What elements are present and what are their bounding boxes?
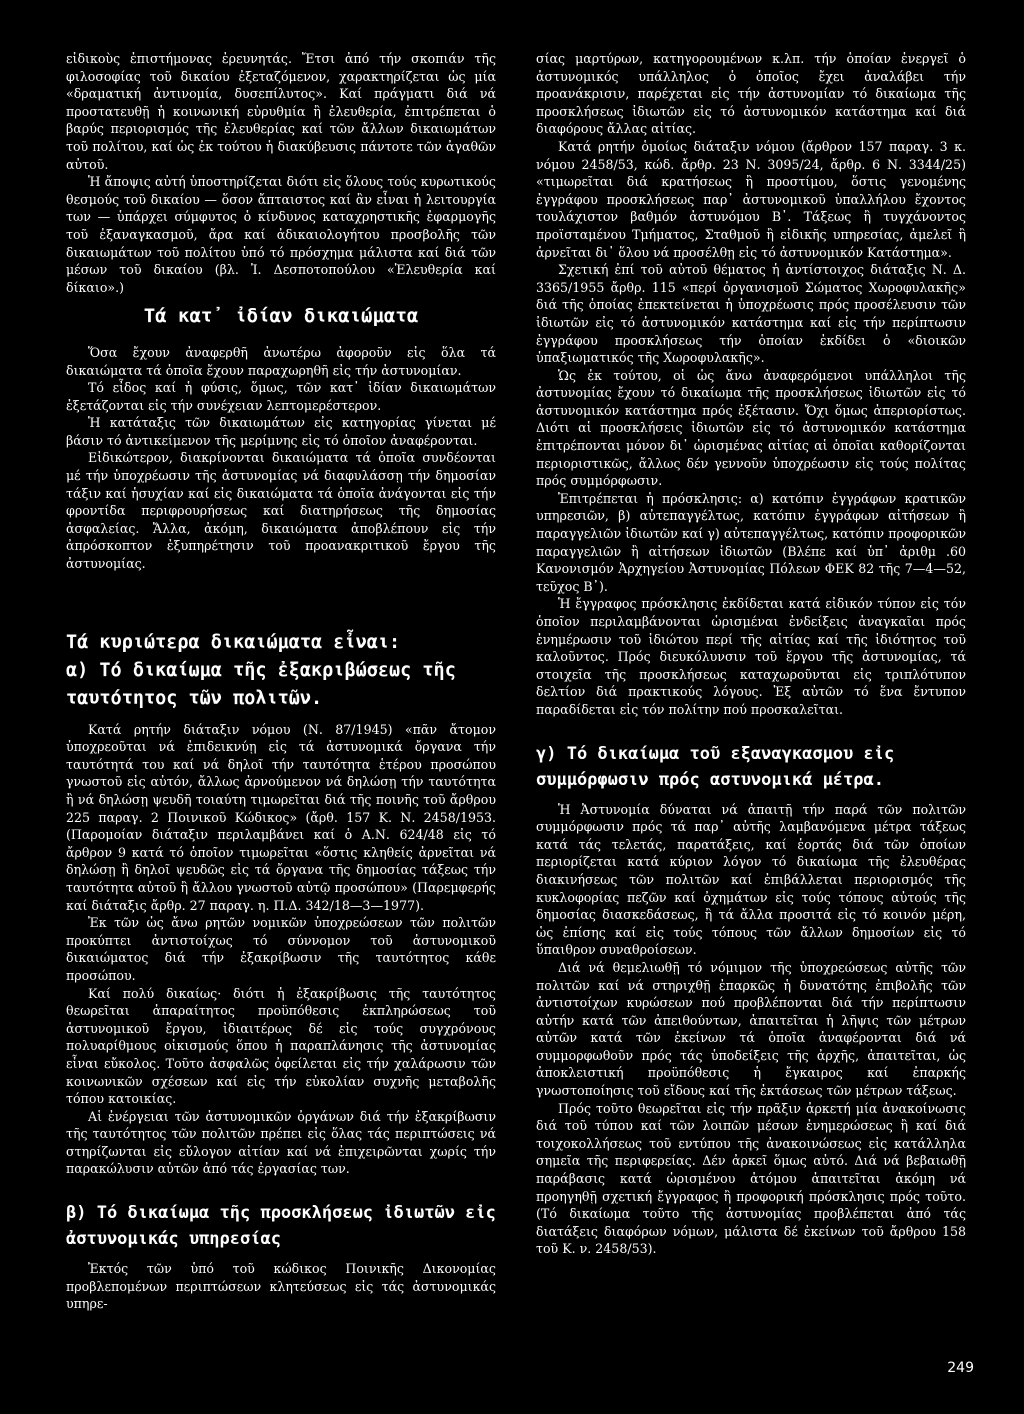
paragraph: Κατά ρητήν ὁμοίως διάταξιν νόμου (ἄρθρον 157 παραγ. 3 κ. νόμου 2458/53, κώδ. ἄρθρ. 23 Ν. 3095/24, ἄρθρ. 6 Ν. 3344/25) «τιμωρεῖται διά κρατήσεως ἢ προστίμου, ὅστις γενομένης ἐγγράφου προσκλήσεως παρ᾽ ἀστυνομικοῦ ὑπαλλήλου ἔχοντος τουλάχιστον βαθμόν ἀστυνόμου Β᾽. Τάξεως ἢ τυγχάνοντος προϊσταμένου Τμήματος, Σταθμοῦ ἢ εἰδικῆς υπηρεσίας, ἀμελεῖ ἢ ἀρνεῖται δι᾽ ὅλου νά προσέλθῃ εἰς τό ἀστυνομικόν Κατάστημα». (536, 138, 966, 260)
section-heading-summons: β) Τό δικαίωμα τῆς προσκλήσεως ἰδιωτῶν εἰς ἀστυνομικάς υπηρεσίας (66, 1203, 496, 1250)
spacer (66, 573, 496, 629)
paragraph: Σχετική ἐπί τοῦ αὐτοῦ θέματος ἡ ἀντίστοιχος διάταξις Ν. Δ. 3365/1955 ἄρθρ. 115 «περί ὀργανισμοῦ Σώματος Χωροφυλακῆς» διά τῆς ὁποίας ἐπεκτείνεται ἡ ὑποχρέωσις πρός προσέλευσιν τῶν ἰδιωτῶν εἰς τό ἀστυνομικόν κατάστημα καί εἰς τήν περίπτωσιν ἐγγράφου προσκλήσεως τήν ὁποίαν ἐκδίδει ὁ «διοικῶν ὑπαξιωματικός τῆς Χωροφυλακῆς». (536, 262, 966, 366)
section-heading-main-rights: Τά κυριώτερα δικαιώματα εἶναι: (66, 631, 401, 653)
paragraph: Ἡ ἔγγραφος πρόσκλησις ἐκδίδεται κατά εἰδικόν τύπον εἰς τόν ὁποῖον περιλαμβάνονται ὡρισμέναι ἐνδείξεις ἀναγκαῖαι πρός ἐνημέρωσιν τοῦ ἰδιώτου περί τῆς αἰτίας καί τῆς ἰδιότητος τοῦ καλοῦντος. Πρός διευκόλυνσιν τοῦ ἔργου τῆς ἀστυνομίας, τά στοιχεῖα τῆς προσκλήσεως καταχωροῦνται εἰς τριπλότυπον δελτίον διά πρακτικούς λόγους. Ἐξ αὐτῶν τό ἕνα ἔντυπον παραδίδεται εἰς τόν πολίτην πού προσκαλεῖται. (536, 596, 966, 717)
paragraph: Ἐκ τῶν ὡς ἄνω ρητῶν νομικῶν ὑποχρεώσεων τῶν πολιτῶν προκύπτει ἀντιστοίχως τό σύννομον τοῦ ἀστυνομικοῦ δικαιώματος διά τήν ἐξακρίβωσιν τῆς ταυτότητος κάθε προσώπου. (66, 915, 496, 983)
paragraph: Ἡ ἄποψις αὐτή ὑποστηρίζεται διότι εἰς ὅλους τούς κυρωτικούς θεσμούς τοῦ δικαίου — ὅσον ἄπταιστος καί ἂν εἶναι ἡ λειτουργία των — ὑπάρχει σύμφυτος ὁ κίνδυνος καταχρηστικῆς ἐφαρμογῆς τοῦ ἐξαναγκασμοῦ, ἄρα καί ἀδικαιολογήτου προσβολῆς τῶν δικαιωμάτων τοῦ πολίτου ὑπό τό πρόσχημα μάλιστα καί διά τῶν μέσων τοῦ δικαίου (βλ. Ἰ. Δεσποτοπούλου «Ἐλευθερία καί δίκαιο».) (66, 174, 496, 295)
paragraph: Πρός τοῦτο θεωρεῖται εἰς τήν πρᾶξιν ἀρκετή μία ἀνακοίνωσις διά τοῦ τύπου καί τῶν λοιπῶν μέσων ἐνημερώσεως ἢ καί διά τοιχοκολλήσεως τοῦ εντύπου τῆς ἀνακοινώσεως εἰς κατάλληλα σημεῖα τῆς περιφερείας. Δέν ἀρκεῖ ὅμως αὐτό. Διά νά βεβαιωθῇ παράβασις κατά ὡρισμένου ἀτόμου ἀπαιτεῖται ἀκόμη νά προηγηθῇ σχετική ἔγγραφος ἢ προφορική πρόσκλησις πρός τοῦτο. (Τό δικαίωμα τοῦτο τῆς ἀστυνομίας προβλέπεται ἀπό τάς διατάξεις διαφόρων νόμων, μάλιστα δέ ἐκείνων τοῦ ἄρθρου 158 τοῦ Κ. ν. 2458/53). (536, 1100, 966, 1257)
paragraph: Ὅσα ἔχουν ἀναφερθῆ ἀνωτέρω ἀφοροῦν εἰς ὅλα τά δικαιώματα τά ὁποῖα ἔχουν παραχωρηθῆ εἰς τήν ἀστυνομίαν. (66, 344, 496, 378)
paragraph: Ἡ Ἀστυνομία δύναται νά ἀπαιτῇ τήν παρά τῶν πολιτῶν συμμόρφωσιν πρός τά παρ᾽ αὐτῆς λαμβανόμενα μέτρα τάξεως κατά τάς τελετάς, παρατάξεις, καί ἑορτάς διά τῶν ὁποίων περιορίζεται κατά κύριον λόγον τό δικαίωμα τῆς ἐλευθέρας διακινήσεως τῶν πολιτῶν καί ἐπιβάλλεται περιορισμός τῆς κυκλοφορίας πεζῶν καί ὀχημάτων εἰς τούς τόπους αὐτούς τῆς δημοσίας διασκεδάσεως, ἢ τά ἄλλα προσιτά εἰς τό κοινόν μέρη, ὡς ἐπίσης καί εἰς τούς τόπους τῶν ἄλλων δημοσίων εἰς τό ὕπαιθρον συναθροίσεων. (536, 801, 966, 958)
paragraph: Εἰδικώτερον, διακρίνονται δικαιώματα τά ὁποῖα συνδέονται μέ τήν ὑποχρέωσιν τῆς ἀστυνομίας νά διαφυλάσσῃ τήν δημοσίαν τάξιν καί ἡσυχίαν καί εἰς δικαιώματα τά ὁποῖα ἀνάγονται εἰς τήν φροντίδα περιφρουρήσεως καί διατηρήσεως τῆς δημοσίας ἀσφαλείας. Ἄλλα, ἀκόμη, δικαιώματα ἀποβλέπουν εἰς τήν ἀπρόσκοπτον ἐξυπηρέτησιν τοῦ προανακριτικοῦ ἔργου τῆς ἀστυνομίας. (66, 450, 496, 572)
paragraph: Ὡς ἐκ τούτου, οἱ ὡς ἄνω ἀναφερόμενοι υπάλληλοι τῆς ἀστυνομίας ἔχουν τό δικαίωμα τῆς προσκλήσεως ἰδιωτῶν εἰς τό ἀστυνομικόν κατάστημα πρός ἐξέτασιν. Ὄχι ὅμως ἀπεριορίστως. Διότι αἱ προσκλήσεις ἰδιωτῶν εἰς τό ἀστυνομικόν κατάστημα ἐπιτρέπονται μόνον δι᾽ ὡρισμένας αἰτίας αἱ ὁποῖαι καθορίζονται περιοριστικῶς, ἄλλως δέν γεννοῦν ὑποχρέωσιν εἰς τούς πολίτας πρός συμμόρφωσιν. (536, 367, 966, 489)
paragraph: Καί πολύ δικαίως· διότι ἡ ἐξακρίβωσις τῆς ταυτότητος θεωρεῖται ἀπαραίτητος προϋπόθεσις ἐκπληρώσεως τοῦ ἀστυνομικοῦ ἔργου, ἰδιαιτέρως δέ εἰς τούς συγχρόνους πολυαρίθμους οἰκισμούς ὅπου ἡ παραπλάνησις τῆς ἀστυνομίας εἶναι εὔκολος. Τοῦτο ἀσφαλῶς ὀφείλεται εἰς τήν χαλάρωσιν τῶν κοινωνικῶν σχέσεων καί εἰς τήν εὐκολίαν συχνῆς μεταβολῆς τόπου κατοικίας. (66, 985, 496, 1107)
paragraph: Αἱ ἐνέργειαι τῶν ἀστυνομικῶν ὀργάνων διά τήν ἐξακρίβωσιν τῆς ταυτότητος τῶν πολιτῶν πρέπει εἰς ὅλας τάς περιπτώσεις νά στηρίζωνται εἰς εὔλογον αἰτίαν καί νά ἐπιχειρῶνται χωρίς τήν παρακώλυσιν αὐτῶν ἀπό τάς ἐργασίας των. (66, 1108, 496, 1177)
section-heading-compliance: γ) Τό δικαίωμα τοῦ εξαναγκασμου εἰς συμμόρφωσιν πρός αστυνομικά μέτρα. (536, 743, 895, 790)
paragraph: Διά νά θεμελιωθῇ τό νόμιμον τῆς ὑποχρεώσεως αὐτῆς τῶν πολιτῶν καί νά στηριχθῇ ἐπαρκῶς ἡ δυνατότης ἐπιβολῆς τῶν ἀντιστοίχων κυρώσεων πού προβλέπονται διά τήν περίπτωσιν αὐτήν κατά τῶν ἀπειθούντων, ἀπαιτεῖται ἡ λῆψις τῶν μέτρων αὐτῶν κατά τῶν ἐκείνων τά ὁποῖα ἀναφέρονται διά νά συμμορφωθοῦν πρός τάς ὑποδείξεις τῆς ἀρχῆς, ἀπαιτεῖται, ὡς ἀποκλειστική προϋπόθεσις ἡ ἔγκαιρος καί ἐπαρκής γνωστοποίησις τοῦ εἴδους καί τῆς ἐκτάσεως τῶν μέτρων τάξεως. (536, 959, 966, 1099)
section-heading-identity: α) Τό δικαίωμα τῆς ἐξακριβώσεως τῆς ταυτότητος τῶν πολιτῶν. (66, 659, 456, 709)
paragraph: Ἡ κατάταξις τῶν δικαιωμάτων εἰς κατηγορίας γίνεται μέ βάσιν τό ἀντικείμενον τῆς μερίμνης εἰς τό ὁποῖον ἀναφέρονται. (66, 415, 496, 448)
section-heading-private-rights: Τά κατ᾽ ἰδίαν δικαιώματα (143, 305, 419, 328)
paragraph: Ἐπιτρέπεται ἡ πρόσκλησις: α) κατόπιν ἐγγράφων κρατικῶν υπηρεσιῶν, β) αὐτεπαγγέλτως, κατόπιν ἐγγράφων αἰτήσεων ἢ παραγγελιῶν ἰδιωτῶν καί γ) αὐτεπαγγέλτως, κατόπιν προφορικῶν παραγγελιῶν ἢ αἰτήσεων ἰδιωτῶν (Βλέπε καί ὑπ᾽ ἀριθμ .60 Κανονισμόν Ἀρχηγείου Ἀστυνομίας Πόλεων ΦΕΚ 82 τῆς 7—4—52, τεῦχος Β᾽). (536, 490, 966, 594)
right-column (536, 50, 966, 1258)
left-column (66, 50, 496, 1313)
paragraph: εἰδικοὺς ἐπιστήμονας ἐρευνητάς. Ἔτσι ἀπό τήν σκοπιάν τῆς φιλοσοφίας τοῦ δικαίου ἐξεταζόμενον, χαρακτηρίζεται ὡς μία «δραματική ἀντινομία, δυσεπίλυτος». Καί πράγματι διά νά προστατευθῇ ἡ κοινωνική εὐρυθμία ἢ ἐλευθερία, ἐπιτρέπεται ὁ βαρύς περιορισμός τῆς ἐλευθερίας καί τῶν ἄλλων δικαιωμάτων τοῦ πολίτου, καί ὡς ἐκ τούτου ἡ διακύβευσις πάντοτε τῶν ἀγαθῶν αὐτοῦ. (66, 51, 496, 172)
paragraph: σίας μαρτύρων, κατηγορουμένων κ.λπ. τήν ὁποίαν ἐνεργεῖ ὁ ἀστυνομικός υπάλληλος ὁ ὁποῖος ἔχει ἀναλάβει τήν προανάκρισιν, παρέχεται εἰς τήν ἀστυνομίαν τό δικαίωμα τῆς προσκλήσεως ἰδιωτῶν εἰς τό ἀστυνομικόν κατάστημα καί διά διαφόρους ἄλλας αἰτίας. (536, 51, 966, 137)
page-number: 249 (947, 1360, 974, 1376)
paragraph: Ἐκτός τῶν ὑπό τοῦ κώδικος Ποινικῆς Δικονομίας προβλεπομένων περιπτώσεων κλητεύσεως εἰς τάς ἀστυνομικάς υπηρε- (66, 1261, 496, 1312)
paragraph: Κατά ρητήν διάταξιν νόμου (Ν. 87/1945) «πᾶν ἄτομον ὑποχρεοῦται νά ἐπιδεικνύῃ εἰς τά ἀστυνομικά ὄργανα τήν ταυτότητά του καί νά δηλοῖ τήν ταυτότητα ἑτέρου προσώπου γνωστοῦ εἰς αὐτόν, ἄλλως ἀρνούμενον νά δηλώσῃ τήν ταυτότητα ἢ νά δηλώσῃ ψευδῆ τοιαύτη τιμωρεῖται διά τῆς ποινῆς τοῦ ἄρθρου 225 παραγ. 2 Ποινικοῦ Κώδικος» (ἄρθ. 157 Κ. Ν. 2458/1953. (Παρομοίαν διάταξιν περιλαμβάνει καί ὁ Α.Ν. 624/48 εἰς τό ἄρθρον 9 κατά τό ὁποῖον τιμωρεῖται «ὅστις κληθείς ἀρνεῖται νά δηλώσῃ ἢ δηλοῖ ψευδῶς εἰς τά ὄργανα τῆς δημοσίας τάξεως τήν ταυτότητα αὐτοῦ ἢ ἄλλου γνωστοῦ αὐτῷ προσώπου» (Παρεμφερής καί διάταξις ἄρθρ. 27 παραγ. η. Π.Δ. 342/18—3—1977). (66, 721, 496, 913)
paragraph: Τό εἶδος καί ἡ φύσις, ὅμως, τῶν κατ᾽ ἰδίαν δικαιωμάτων ἐξετάζονται εἰς τήν συνέχειαν λεπτομερέστερον. (66, 380, 496, 413)
